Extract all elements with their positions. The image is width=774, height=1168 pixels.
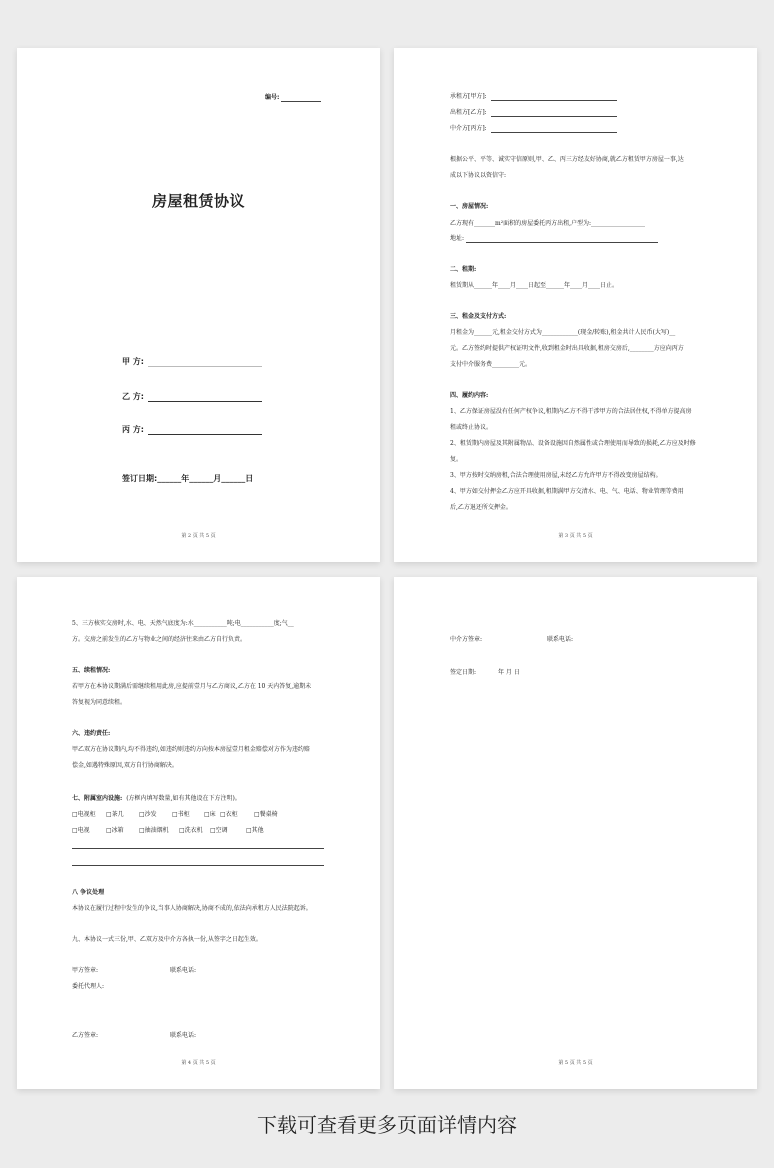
paragraph: 复。	[450, 456, 463, 463]
paragraph: 方。交房之前发生的乙方与物业之间的经济往来由乙方自行负责。	[72, 636, 247, 643]
facility-checkbox[interactable]: □电视	[72, 827, 90, 834]
paragraph: 租或终止协议。	[450, 424, 493, 431]
agent-signature: 中介方签章:	[450, 636, 483, 643]
paragraph: 租赁期从______年____月____日起至______年____月____日止。	[450, 282, 619, 289]
section-heading: 八 争议处理	[72, 889, 105, 896]
section-heading: 二、租期:	[450, 266, 477, 273]
facility-checkbox[interactable]: □冰箱	[106, 827, 124, 834]
download-caption: 下载可查看更多页面详情内容	[257, 1113, 517, 1137]
section-heading: 五、续租情况:	[72, 667, 111, 674]
page-cover	[17, 48, 380, 562]
page-title: 房屋租赁协议	[151, 192, 245, 210]
page-footer: 第 4 页 共 5 页	[181, 1060, 216, 1066]
party-a-signature: 甲方签章:	[72, 967, 99, 974]
page-footer: 第 5 页 共 5 页	[558, 1060, 593, 1066]
paragraph: 答复视为同意续租。	[72, 699, 127, 706]
section-heading: 七、附属室内设施: (方框内填写数量,如有其他设在下方注明)。	[72, 795, 241, 802]
section-heading: 九、本协议一式三份,甲、乙双方及中介方各执一份,从签字之日起生效。	[72, 936, 262, 943]
page-terms-1	[394, 48, 757, 562]
agent-phone: 联系电话:	[547, 636, 574, 643]
number-field: 编号:	[265, 94, 321, 102]
paragraph: 2、租赁期内房屋及其附属物品、设备设施因自然属性或合理使用而导致的损耗,乙方应及时修	[450, 440, 696, 447]
address-line: 地址:	[450, 235, 658, 243]
section-heading: 三、租金及支付方式:	[450, 313, 507, 320]
facility-checkbox[interactable]: □茶几	[106, 811, 124, 818]
sign-date: 签订日期:______年______月______日	[122, 474, 254, 483]
page-terms-2	[17, 577, 380, 1089]
lessor-line: 出租方[乙方]:	[450, 109, 617, 117]
facility-checkbox[interactable]: □电视柜	[72, 811, 96, 818]
intro-text: 成以下协议以资信守:	[450, 172, 507, 179]
page-footer: 第 3 页 共 5 页	[558, 533, 593, 539]
page-signatures	[394, 577, 757, 1089]
paragraph: 乙方现有_______m²面积的房屋委托丙方出租,户型为:__________________	[450, 220, 646, 227]
facility-checkbox[interactable]: □餐桌椅	[254, 811, 278, 818]
paragraph: 元。乙方签约时提供产权证明文件,收到租金时出具收据,租房交房后,________方应向丙方	[450, 345, 684, 352]
paragraph: 3、甲方按时交纳房租,合法合理使用房屋,未经乙方允许甲方不得改变房屋结构。	[450, 472, 662, 479]
paragraph: 甲乙双方在协议期内,均不得违约,如违约则违约方向按本房屋壹月租金赔偿对方作为违约赔	[72, 746, 310, 753]
paragraph: 若甲方在本协议期满后需继续租用此房,应提前壹月与乙方商议,乙方在 10 天内答复,逾期未	[72, 683, 312, 690]
facility-checkbox[interactable]: □空调	[210, 827, 228, 834]
agent-line: 中介方[丙方]:	[450, 125, 617, 133]
proxy-label: 委托代理人:	[72, 983, 105, 990]
section-heading: 六、违约责任:	[72, 730, 111, 737]
facility-checkbox[interactable]: □床	[204, 811, 216, 818]
blank-line	[72, 848, 324, 849]
paragraph: 偿金,如遇特殊原因,双方自行协商解决。	[72, 762, 178, 769]
party-a-phone: 联系电话:	[170, 967, 197, 974]
paragraph: 月租金为______元,租金交付方式为____________(现金/转账),租金共计人民币(大写)__	[450, 329, 676, 336]
facility-checkbox[interactable]: □洗衣机	[179, 827, 203, 834]
paragraph: 支付中介服务费_________元。	[450, 361, 532, 368]
intro-text: 根据公平、平等、诚实守信原则,甲、乙、丙三方经友好协商,就乙方租赁甲方房屋一事,达	[450, 156, 684, 163]
paragraph: 5、三方核实交房时,水、电、天然气底度为:水___________吨;电___________度;气__	[72, 620, 294, 627]
page-footer: 第 2 页 共 5 页	[181, 533, 216, 539]
paragraph: 本协议在履行过程中发生的争议,当事人协商解决,协商不成的,依法向承租方人民法院起诉。	[72, 905, 312, 912]
blank-line	[72, 865, 324, 866]
facility-checkbox[interactable]: □沙发	[139, 811, 157, 818]
date-label: 签定日期:	[450, 669, 477, 676]
party-c-field: 丙 方:	[122, 424, 262, 435]
party-b-signature: 乙方签章:	[72, 1032, 99, 1039]
facility-checkbox[interactable]: □其他	[246, 827, 264, 834]
facility-checkbox[interactable]: □书柜	[172, 811, 190, 818]
paragraph: 后,乙方退还所交押金。	[450, 504, 512, 511]
section-heading: 一、房屋情况:	[450, 203, 489, 210]
party-b-field: 乙 方:	[122, 391, 262, 402]
facility-checkbox[interactable]: □抽油烟机	[139, 827, 169, 834]
paragraph: 1、乙方保证房屋没有任何产权争议,租期内乙方不得干涉甲方的合法居住权,不得单方提高房	[450, 408, 692, 415]
lessee-line: 承租方[甲方]:	[450, 93, 617, 101]
date-value: 年 月 日	[498, 669, 520, 676]
party-b-phone: 联系电话:	[170, 1032, 197, 1039]
paragraph: 4、甲方如交付押金乙方应开具收据,租期满甲方交清水、电、气、电话、物业管理等费用	[450, 488, 684, 495]
section-heading: 四、履约内容:	[450, 392, 489, 399]
facility-checkbox[interactable]: □衣柜	[220, 811, 238, 818]
party-a-field: 甲 方:	[122, 356, 262, 367]
